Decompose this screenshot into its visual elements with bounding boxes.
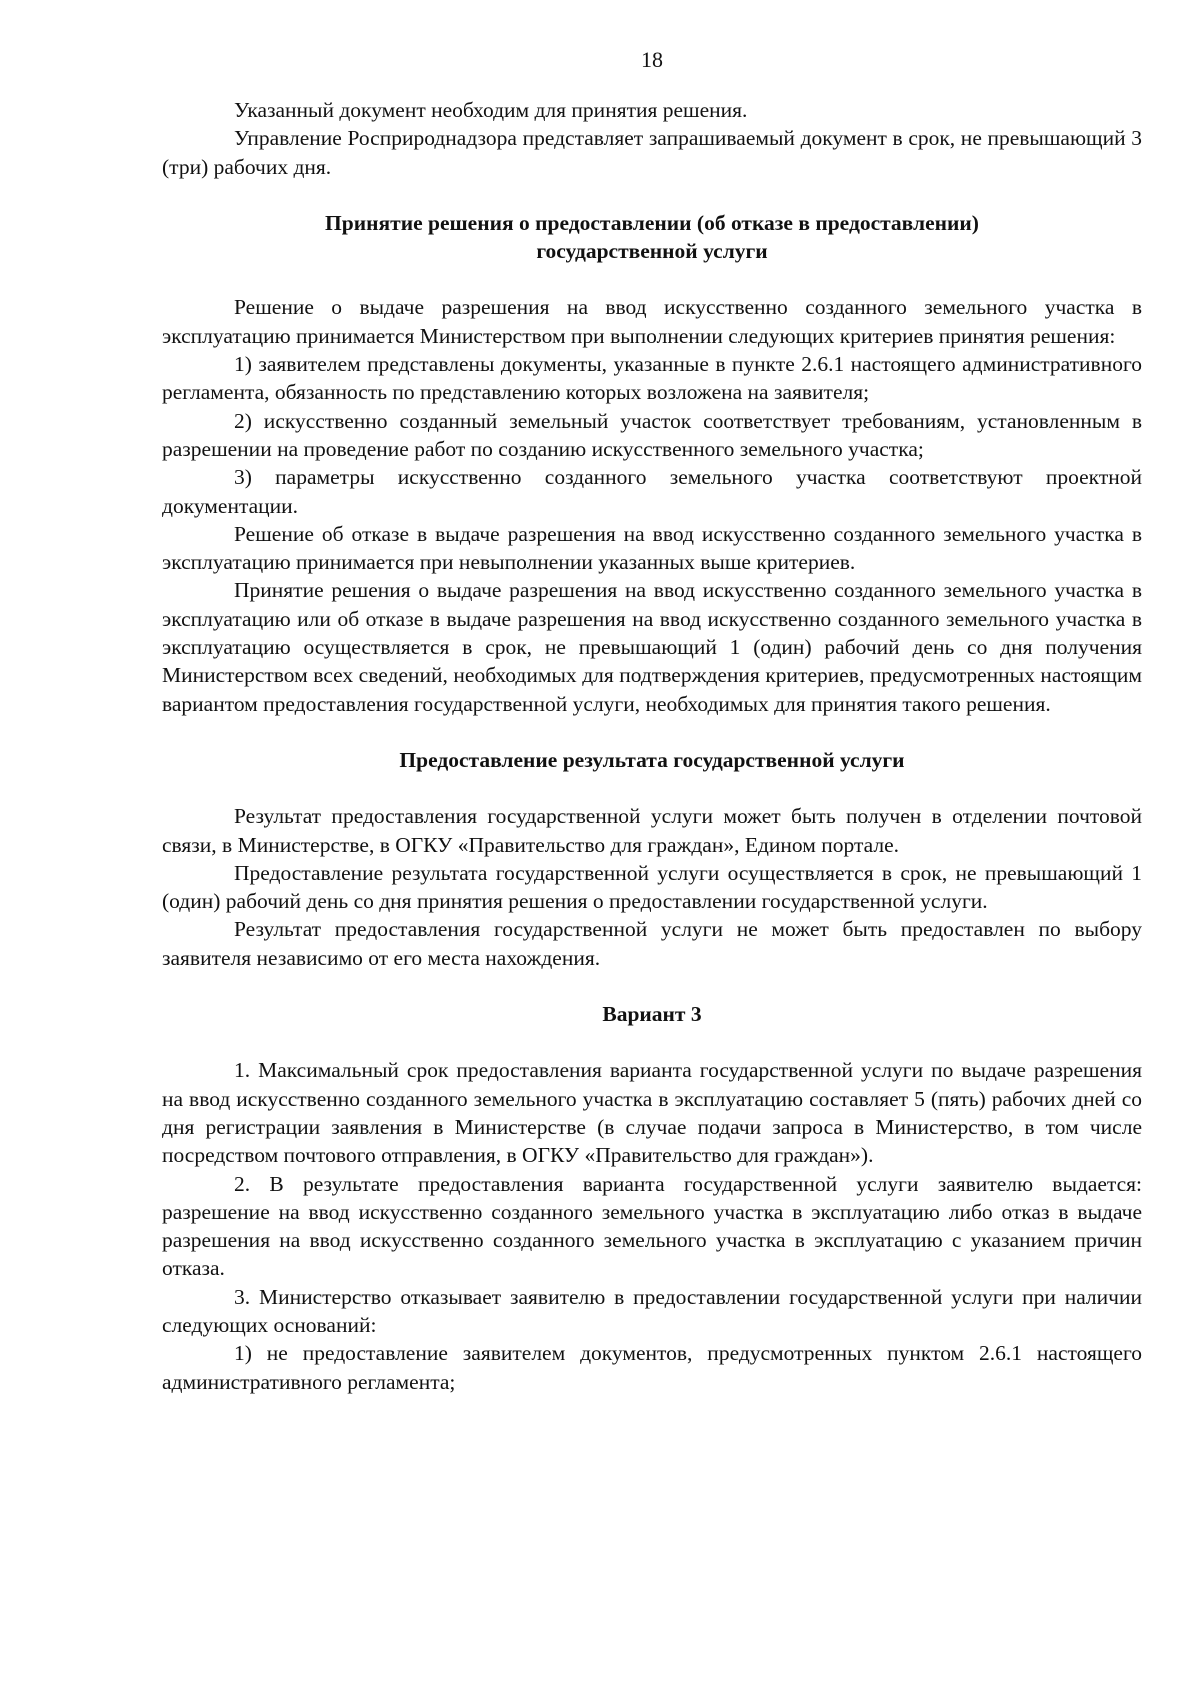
section-heading-line: Принятие решения о предоставлении (об отказе в предоставлении) <box>325 210 979 235</box>
paragraph: 1) не предоставление заявителем документов, предусмотренных пунктом 2.6.1 настоящего административного регламента; <box>162 1341 1142 1394</box>
paragraph: Предоставление результата государственной услуги осуществляется в срок, не превышающий 1 (один) рабочий день со дня принятия решения о предоставлении государственной услуги. <box>162 860 1142 914</box>
section-body <box>162 802 1142 972</box>
section-heading-line: государственной услуги <box>536 239 768 264</box>
section-heading: Вариант 3 <box>602 1002 702 1027</box>
paragraph: 3. Министерство отказывает заявителю в предоставлении государственной услуги при наличии следующих оснований: <box>162 1284 1142 1337</box>
page-number: 18 <box>641 47 663 72</box>
section-body <box>162 293 1142 717</box>
paragraph: Указанный документ необходим для принятия решения. <box>234 98 748 122</box>
paragraph: Решение о выдаче разрешения на ввод искусственно созданного земельного участка в эксплуатацию принимается Министерством при выполнении следующих критериев принятия решения: <box>162 295 1142 348</box>
paragraph: 1) заявителем представлены документы, указанные в пункте 2.6.1 настоящего административного регламента, обязанность по представлению которых возложена на заявителя; <box>162 352 1142 405</box>
section-heading: Предоставление результата государственной услуги <box>399 747 905 772</box>
paragraph: 3) параметры искусственно созданного земельного участка соответствуют проектной документации. <box>162 465 1142 518</box>
paragraph: Управление Росприроднадзора представляет запрашиваемый документ в срок, не превышающий 3 (три) рабочих дня. <box>162 126 1142 179</box>
section-heading <box>162 209 1142 266</box>
paragraph: Решение об отказе в выдаче разрешения на ввод искусственно созданного земельного участка в эксплуатацию принимается при невыполнении указанных выше критериев. <box>162 521 1142 575</box>
paragraph: 1. Максимальный срок предоставления варианта государственной услуги по выдаче разрешения на ввод искусственно созданного земельного участка в эксплуатацию составляет 5 (пять) рабочих дней со дня регистрации заявления в Министерстве (в случае подачи запроса в Министерство, в том числе посредством почтового отправления, в ОГКУ «Правительство для граждан»). <box>162 1058 1142 1168</box>
paragraph: 2. В результате предоставления варианта государственной услуги заявителю выдается: разрешение на ввод искусственно созданного земельного участка в эксплуатацию либо отказ в выдаче разрешения на ввод искусственно созданного земельного участка в эксплуатацию с указанием причин отказа. <box>162 1171 1142 1281</box>
section-body <box>162 1056 1142 1396</box>
paragraph: Принятие решения о выдаче разрешения на ввод искусственно созданного земельного участка в эксплуатацию или об отказе в выдаче разрешения на ввод искусственно созданного земельного участка в эксплуатацию осуществляется в срок, не превышающий 1 (один) рабочий день со дня получения Министерством всех сведений, необходимых для подтверждения критериев, предусмотренных настоящим вариантом предоставления государственной услуги, необходимых для принятия такого решения. <box>162 578 1142 716</box>
paragraph: Результат предоставления государственной услуги может быть получен в отделении почтовой связи, в Министерстве, в ОГКУ «Правительство для граждан», Едином портале. <box>162 804 1142 857</box>
paragraph: 2) искусственно созданный земельный участок соответствует требованиям, установленным в разрешении на проведение работ по созданию искусственного земельного участка; <box>162 408 1142 461</box>
paragraph: Результат предоставления государственной услуги не может быть предоставлен по выбору заявителя независимо от его места нахождения. <box>162 917 1142 970</box>
